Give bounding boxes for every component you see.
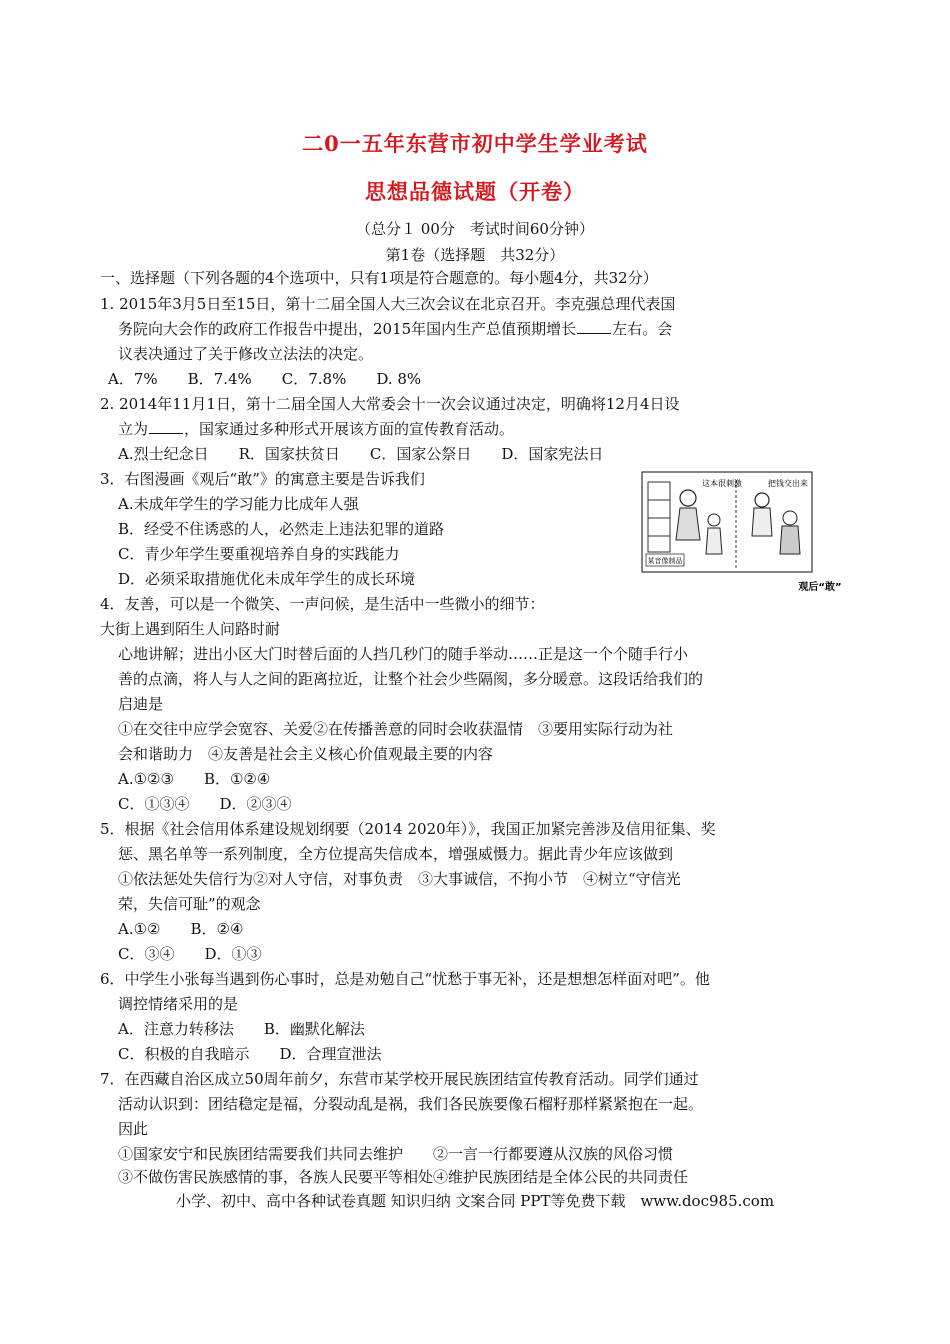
cartoon-caption: 观后“敢” [798,582,842,593]
q4-options-2: C．①③④ D．②③④ [118,795,292,813]
answer-blank [149,419,183,434]
q1-line2 [118,319,672,339]
q2-line1: 2. 2014年11月1日，第十二届全国人大常委会十一次会议通过决定，明确将12月4日设 [100,395,680,413]
q1-line1: 1. 2015年3月5日至15日，第十二届全国人大三次会议在北京召开。李克强总理代表国 [100,295,676,313]
q5-line2: 惩、黑名单等一系列制度，全方位提高失信成本，增强威慑力。据此青少年应该做到 [118,845,674,863]
q2-line2-text: 立为 [118,420,149,438]
q4-line5: 启迪是 [118,695,164,713]
q3-option-c: C．青少年学生要重视培养自身的实践能力 [118,545,400,563]
q4-line3: 心地讲解；进出小区大门时替后面的人挡几秒门的随手举动……正是这一个个随手行小 [118,645,689,663]
q3-line1: 3．右图漫画《观后“敢”》的寓意主要是告诉我们 [100,470,425,488]
q6-options-1: A．注意力转移法 B．幽默化解法 [118,1020,365,1038]
q3-option-b: B．经受不住诱惑的人，必然走上违法犯罪的道路 [118,520,445,538]
q4-line2: 大街上遇到陌生人问路时耐 [100,620,281,638]
store-label: 某音像制品 [647,557,683,565]
q2-line2 [118,419,514,439]
q4-options-1: A.①②③ B．①②④ [118,770,271,788]
q1-options: A．7% B．7.4% C．7.8% D. 8% [108,370,422,388]
q7-line1: 7．在西藏自治区成立50周年前夕，东营市某学校开展民族团结宣传教育活动。同学们通过 [100,1070,699,1088]
q6-line2: 调控情绪采用的是 [118,995,239,1013]
q1-line2-text: 务院向大会作的政府工作报告中提出，2015年国内生产总值预期增长 [118,320,577,338]
exam-subtitle: 思想品德试题（开卷） [365,179,585,204]
cartoon-image [640,470,854,598]
q3-option-d: D．必须采取措施优化未成年学生的成长环境 [118,570,416,588]
q3-option-a: A.未成年学生的学习能力比成年人强 [118,495,359,513]
section-heading: 一、选择题（下列各题的4个选项中，只有1项是符合题意的。每小题4分，共32分） [100,269,658,287]
footer-watermark: 小学、初中、高中各种试卷真题 知识归纳 文案合同 PPT等免费下载 www.doc985.com [175,1192,775,1210]
q1-line3: 议表决通过了关于修改立法法的决定。 [118,345,374,363]
q6-options-2: C．积极的自我暗示 D．合理宣泄法 [118,1045,382,1063]
q4-line1: 4．友善，可以是一个微笑、一声问候，是生活中一些微小的细节： [100,595,545,613]
q5-line3: ①依法惩处失信行为②对人守信，对事负责 ③大事诚信，不拘小节 ④树立“守信光 [118,870,681,888]
q5-line4: 荣，失信可耻”的观念 [118,895,261,913]
q5-line1: 5．根据《社会信用体系建设规划纲要（2014 2020年）》，我国正加紧完善涉及信用征集、奖 [100,820,716,838]
q1-line2-end: 左右。会 [612,320,673,338]
speech-bubble-1: 这本很刺激 [702,479,742,488]
volume-heading: 第1卷（选择题 共32分） [385,246,565,264]
q4-line4: 善的点滴，将人与人之间的距离拉近，让整个社会少些隔阂，多分暖意。这段话给我们的 [118,670,704,688]
q4-line6: ①在交往中应学会宽容、关爱②在传播善意的同时会收获温情 ③要用实际行动为社 [118,720,674,738]
q7-line4: ①国家安宁和民族团结需要我们共同去维护 ②一言一行都要遵从汉族的风俗习惯 [118,1145,674,1163]
q2-options: A.烈士纪念日 R．国家扶贫日 C．国家公祭日 D．国家宪法日 [118,445,604,463]
q7-line3: 因此 [118,1120,149,1138]
q2-line2-end: ，国家通过多种形式开展该方面的宣传教育活动。 [184,420,515,438]
speech-bubble-2: 把钱交出来 [768,479,808,488]
q5-options-1: A.①② B．②④ [118,920,244,938]
q4-line7: 会和谐助力 ④友善是社会主义核心价值观最主要的内容 [118,745,494,763]
score-time-info: （总分１ 00分 考试时间60分钟） [356,220,594,238]
q7-line5: ③不做伤害民族感情的事，各族人民要平等相处④维护民族团结是全体公民的共同责任 [118,1168,689,1186]
exam-title: 二0一五年东营市初中学生学业考试 [302,131,648,156]
q7-line2: 活动认识到：团结稳定是福，分裂动乱是祸，我们各民族要像石榴籽那样紧紧抱在一起。 [118,1095,704,1113]
q6-line1: 6．中学生小张每当遇到伤心事时，总是劝勉自己“忧愁于事无补，还是想想怎样面对吧”。他 [100,970,710,988]
answer-blank [577,319,611,334]
q5-options-2: C．③④ D．①③ [118,945,262,963]
